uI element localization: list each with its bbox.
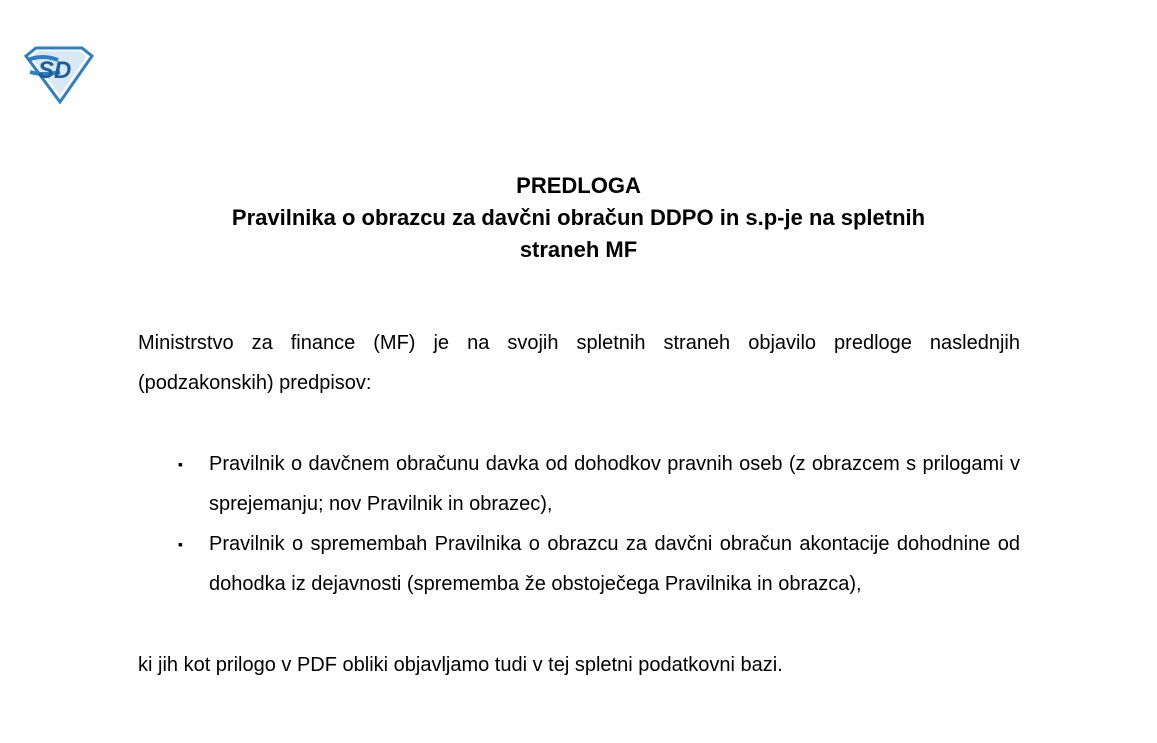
bullet-square-icon: ▪ <box>178 536 183 552</box>
intro-paragraph: Ministrstvo za finance (MF) je na svojih spletnih straneh objavilo predloge naslednjih (podzakonskih) predpisov: <box>138 332 1020 394</box>
sd-shield-logo-icon <box>22 46 96 104</box>
document-title <box>0 170 1157 266</box>
list-item <box>138 444 1020 524</box>
title-line-2: Pravilnika o obrazcu za davčni obračun DDPO in s.p-je na spletnih <box>231 205 926 230</box>
regulations-list <box>138 444 1020 604</box>
logo-lettering: SD <box>38 57 72 84</box>
title-line-3: straneh MF <box>519 237 638 262</box>
list-item-text: Pravilnik o davčnem obračunu davka od dohodkov pravnih oseb (z obrazcem s prilogami v sprejemanju; nov Pravilnik in obrazec), <box>209 453 1020 515</box>
title-line-1: PREDLOGA <box>516 173 641 198</box>
list-item <box>138 524 1020 604</box>
list-item-text: Pravilnik o spremembah Pravilnika o obrazcu za davčni obračun akontacije dohodnine od dohodka iz dejavnosti (sprememba že obstoječega Pravilnika in obrazca), <box>209 533 1020 595</box>
bullet-square-icon: ▪ <box>178 456 183 472</box>
closing-paragraph: ki jih kot prilogo v PDF obliki objavljamo tudi v tej spletni podatkovni bazi. <box>138 654 783 676</box>
